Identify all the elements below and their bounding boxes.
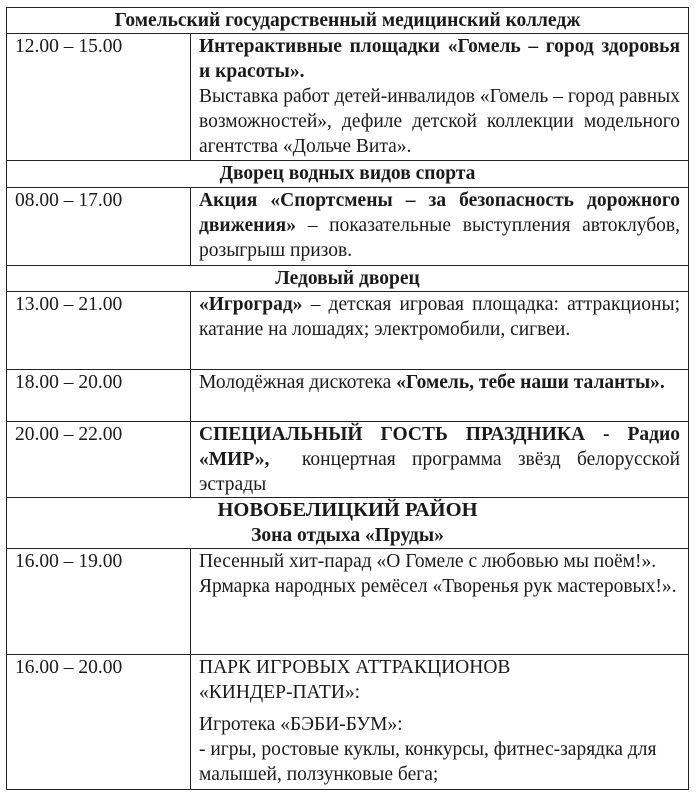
event-prefix: Молодёжная дискотека xyxy=(199,372,392,393)
event-time: 12.00 – 15.00 xyxy=(7,34,191,161)
event-title: СПЕЦИАЛЬНЫЙ ГОСТЬ ПРАЗДНИКА - Радио «МИР», xyxy=(199,424,680,470)
event-time: 13.00 – 21.00 xyxy=(7,292,191,370)
venue-heading xyxy=(7,498,689,549)
event-time: 08.00 – 17.00 xyxy=(7,188,191,266)
event-text: Выставка работ детей-инвалидов «Гомель – город равных возможностей», дефиле детской коллекции модельного агентства «Дольче Вита». xyxy=(199,86,680,157)
event-row xyxy=(7,34,689,161)
venue-heading: Дворец водных видов спорта xyxy=(7,161,689,188)
venue-row xyxy=(7,161,689,188)
event-title: Интерактивные площадки «Гомель – город здоровья и красоты». xyxy=(199,36,680,82)
event-row xyxy=(7,655,689,790)
venue-row xyxy=(7,8,689,34)
event-time: 18.00 – 20.00 xyxy=(7,370,191,422)
event-description xyxy=(191,370,689,422)
event-text: концертная программа звёзд белорусской эстрады xyxy=(199,449,680,495)
venue-heading: Ледовый дворец xyxy=(7,266,689,292)
event-title: «Игроград» xyxy=(199,294,303,315)
event-time: 16.00 – 19.00 xyxy=(7,549,191,655)
event-text: Ярмарка народных ремёсел «Творенья рук мастеровых!». xyxy=(199,576,677,597)
event-description xyxy=(191,188,689,266)
event-text: – детская игровая площадка: аттракционы; катание на лошадях; электромобили, сигвеи. xyxy=(199,294,680,340)
event-description xyxy=(191,655,689,790)
event-row xyxy=(7,422,689,498)
event-text: Песенный хит-парад «О Гомеле с любовью мы поём!». xyxy=(199,551,657,572)
event-time: 20.00 – 22.00 xyxy=(7,422,191,498)
event-title: «Гомель, тебе наши таланты». xyxy=(396,372,665,393)
district-heading: НОВОБЕЛИЦКИЙ РАЙОН xyxy=(217,499,478,521)
event-time: 16.00 – 20.00 xyxy=(7,655,191,790)
event-row xyxy=(7,188,689,266)
event-row xyxy=(7,292,689,370)
event-description xyxy=(191,292,689,370)
event-row xyxy=(7,549,689,655)
venue-row xyxy=(7,498,689,549)
venue-row xyxy=(7,266,689,292)
event-description xyxy=(191,422,689,498)
zone-heading: Зона отдыха «Пруды» xyxy=(251,525,444,546)
event-text: - игры, ростовые куклы, конкурсы, фитнес-зарядка для малышей, ползунковые бега; xyxy=(199,739,657,785)
event-text: – показательные выступления автоклубов, розыгрыш призов. xyxy=(199,215,680,261)
event-description xyxy=(191,549,689,655)
event-title: Акция «Спортсмены – за безопасность дорожного движения» xyxy=(199,190,680,236)
event-row xyxy=(7,370,689,422)
venue-heading: Гомельский государственный медицинский колледж xyxy=(7,8,689,34)
event-description xyxy=(191,34,689,161)
event-text: ПАРК ИГРОВЫХ АТТРАКЦИОНОВ «КИНДЕР-ПАТИ»: xyxy=(199,657,511,703)
schedule-table xyxy=(6,7,689,790)
event-text: Игротека «БЭБИ-БУМ»: xyxy=(199,714,403,735)
